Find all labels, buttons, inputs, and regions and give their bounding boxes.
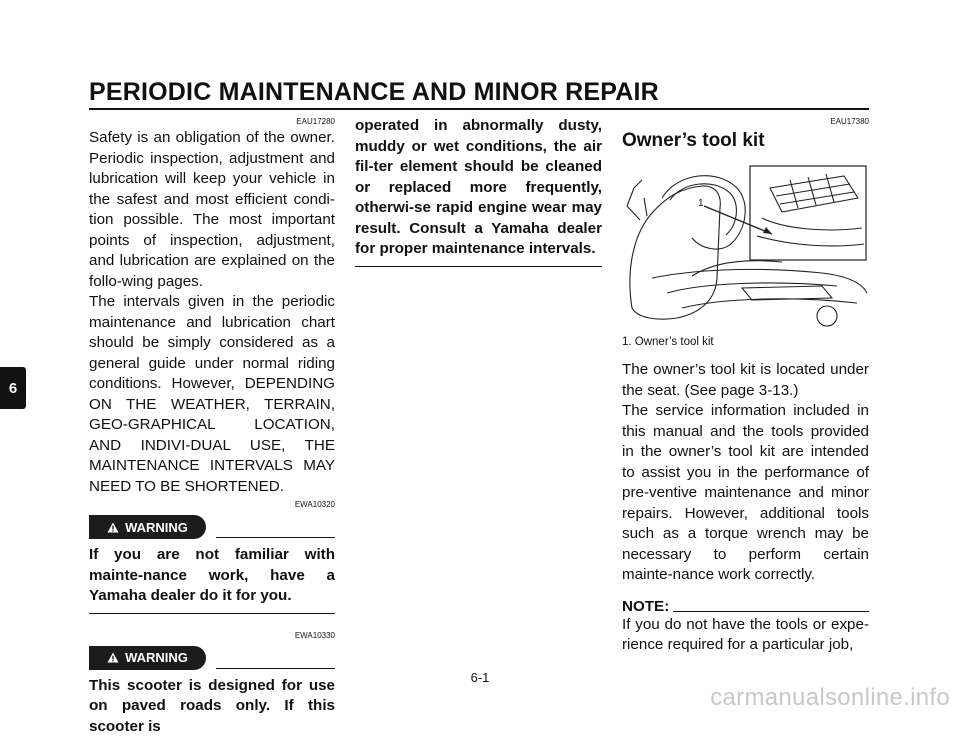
warning-rule xyxy=(216,668,335,669)
warning-triangle-icon xyxy=(107,522,119,533)
callout-number: 1 xyxy=(698,198,704,209)
page-title: PERIODIC MAINTENANCE AND MINOR REPAIR xyxy=(89,78,869,110)
warning-code: EWA10320 xyxy=(89,499,335,511)
warning-code: EWA10330 xyxy=(89,630,335,642)
section-code: EAU17280 xyxy=(89,116,335,128)
warning-triangle-icon xyxy=(107,652,119,663)
warning-end-rule xyxy=(89,613,335,614)
warning-badge xyxy=(89,515,206,539)
section-code: EAU17380 xyxy=(622,116,869,128)
warning-text: If you are not familiar with mainte-nance work, have a Yamaha dealer do it for you. xyxy=(89,545,335,607)
warning-header xyxy=(89,515,335,539)
section-heading: Owner’s tool kit xyxy=(622,130,869,152)
warning-label: WARNING xyxy=(125,520,188,535)
page-number: 6-1 xyxy=(0,670,960,685)
note-header xyxy=(622,598,869,615)
tool-kit-info-paragraph: The service information included in this manual and the tools provided in the owner’s tool kit are intended to assist you in the performance of pre-ventive maintenance and minor repairs. However, additional tools such as a torque wrench may be necessary to perform certain mainte-nance work correctly. xyxy=(622,401,869,586)
tool-kit-illustration xyxy=(622,158,869,328)
column-middle xyxy=(355,116,602,267)
figure-caption: 1. Owner’s tool kit xyxy=(622,336,869,348)
warning-label: WARNING xyxy=(125,650,188,665)
warning-header xyxy=(89,646,335,670)
warning-end-rule xyxy=(355,266,602,267)
warning-text: This scooter is designed for use on paved roads only. If this scooter is xyxy=(89,676,335,737)
note-rule xyxy=(673,611,869,612)
warning-badge xyxy=(89,646,206,670)
column-right xyxy=(622,116,869,656)
warning-text-continued: operated in abnormally dusty, muddy or wet conditions, the air fil-ter element should be cleaned or replaced more frequently, otherwi-se rapid engine wear may result. Consult a Yamaha dealer for proper maintenance intervals. xyxy=(355,116,602,260)
note-text: If you do not have the tools or expe-rience required for a particular job, xyxy=(622,615,869,656)
warning-rule xyxy=(216,537,335,538)
chapter-tab: 6 xyxy=(0,367,26,409)
tool-kit-location-paragraph: The owner’s tool kit is located under the seat. (See page 3-13.) xyxy=(622,360,869,401)
watermark: carmanualsonline.info xyxy=(710,684,950,712)
column-left xyxy=(89,116,335,737)
note-label: NOTE: xyxy=(622,598,669,615)
intro-paragraph: Safety is an obligation of the owner. Periodic inspection, adjustment and lubrication will keep your vehicle in the safest and most efficient condi-tion possible. The most important points of inspection, adjustment, and lubrication are explained on the follo-wing pages. xyxy=(89,128,335,292)
intervals-paragraph: The intervals given in the periodic maintenance and lubrication chart should be simply considered as a general guide under normal riding conditions. However, DEPENDING ON THE WEATHER, TERRAIN, GEO-GRAPHICAL LOCATION, AND INDIVI-DUAL USE, THE MAINTENANCE INTERVALS MAY NEED TO BE SHORTENED. xyxy=(89,292,335,497)
